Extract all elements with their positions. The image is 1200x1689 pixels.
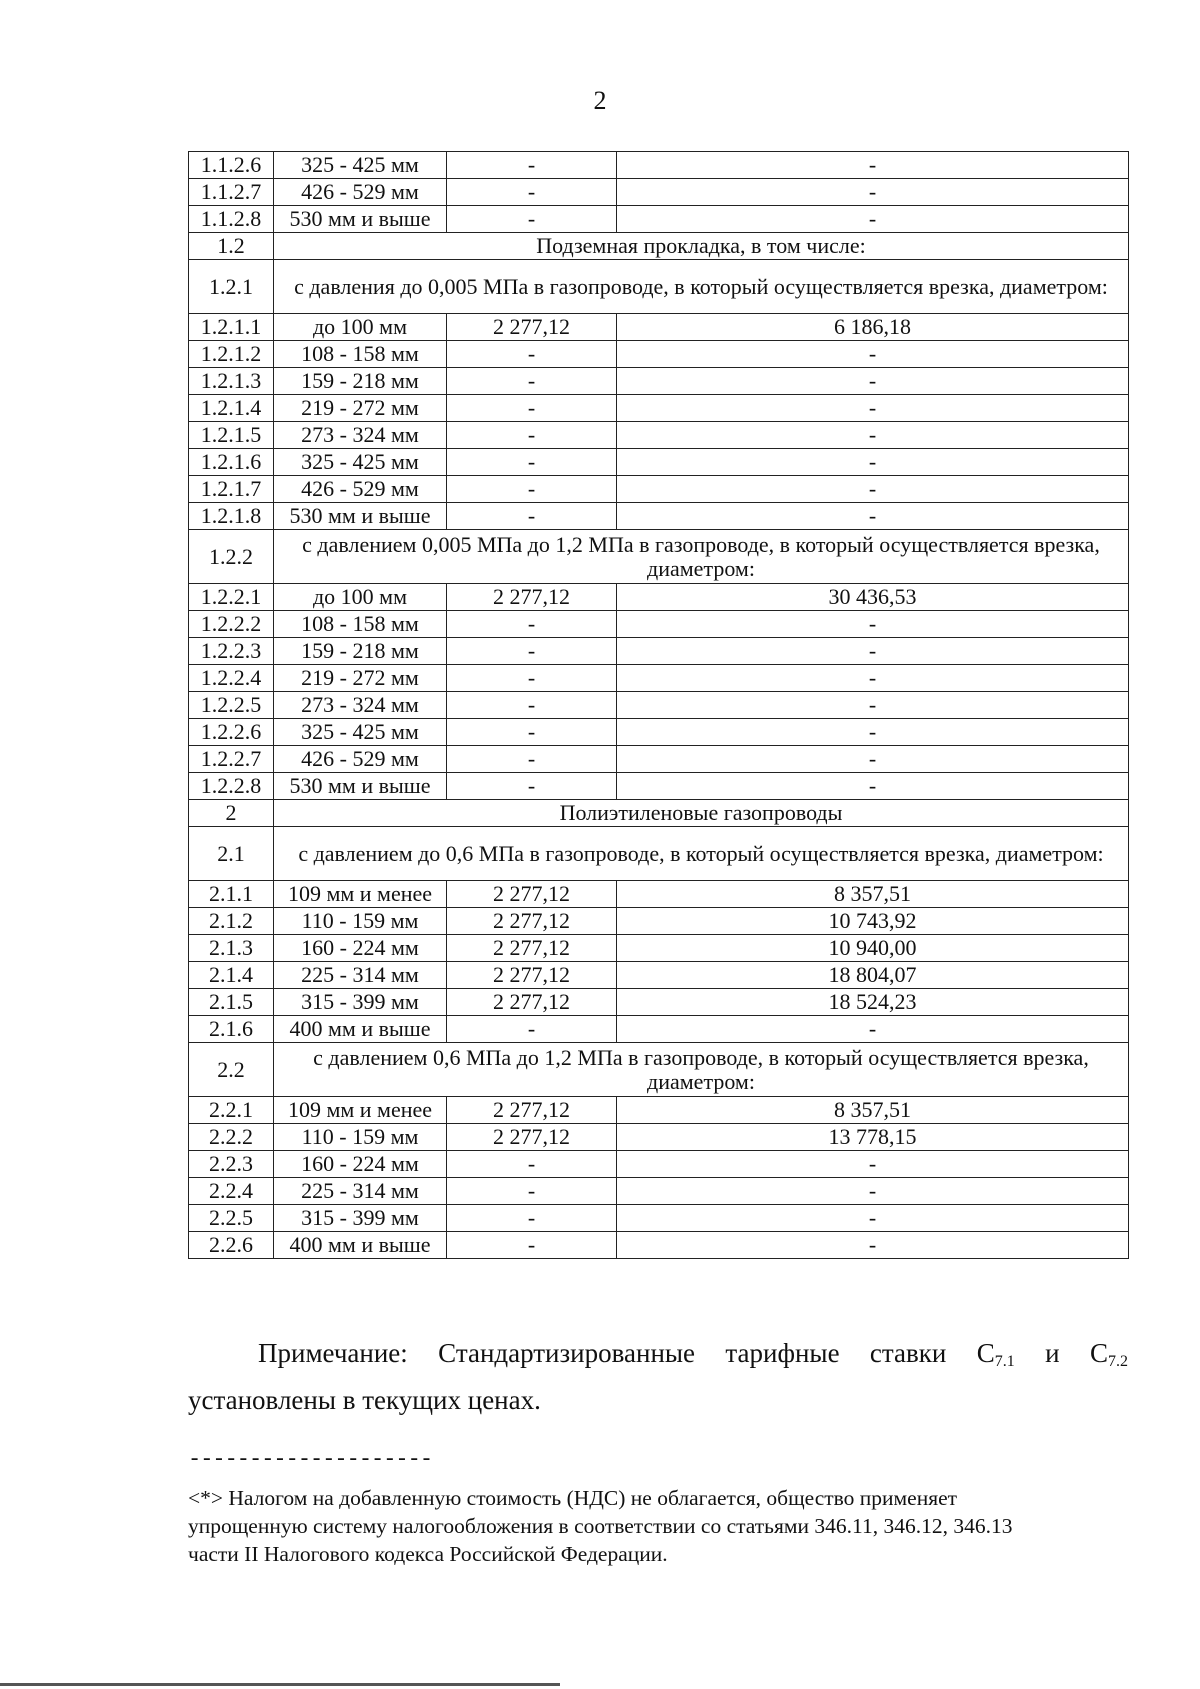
diameter-cell: 160 - 224 мм (274, 1151, 447, 1178)
rate-c72-cell: - (617, 503, 1129, 530)
row-number-cell: 1.2.2.4 (189, 665, 274, 692)
rate-c72-cell: - (617, 719, 1129, 746)
subsection-row (189, 1043, 1129, 1097)
row-number-cell: 1.2.2.8 (189, 773, 274, 800)
rate-c71-cell: 2 277,12 (447, 935, 617, 962)
rate-c71-cell: - (447, 719, 617, 746)
table-row (189, 1016, 1129, 1043)
footnote-line-1: <*> Налогом на добавленную стоимость (НДС) не облагается, общество применяет (188, 1486, 958, 1510)
row-number-cell: 1.2.1.3 (189, 368, 274, 395)
note-mid: и C (1014, 1338, 1108, 1368)
rate-c72-cell: - (617, 692, 1129, 719)
note-sub-1: 7.1 (994, 1353, 1015, 1370)
rate-c71-cell: - (447, 1016, 617, 1043)
diameter-cell: 109 мм и менее (274, 1097, 447, 1124)
diameter-cell: 225 - 314 мм (274, 1178, 447, 1205)
rate-c71-cell: - (447, 368, 617, 395)
table-row (189, 1205, 1129, 1232)
rate-c71-cell: - (447, 1178, 617, 1205)
rate-c71-cell: 2 277,12 (447, 314, 617, 341)
table-row (189, 1232, 1129, 1259)
row-number-cell: 2.2.3 (189, 1151, 274, 1178)
rate-c72-cell: - (617, 206, 1129, 233)
diameter-cell: 400 мм и выше (274, 1232, 447, 1259)
subsection-row (189, 530, 1129, 584)
rate-c71-cell: - (447, 1205, 617, 1232)
subsection-title-cell: с давлением до 0,6 МПа в газопроводе, в который осуществляется врезка, диаметром: (274, 827, 1129, 881)
rate-c71-cell: - (447, 422, 617, 449)
rate-c71-cell: - (447, 449, 617, 476)
diameter-cell: 108 - 158 мм (274, 341, 447, 368)
rate-c71-cell: - (447, 638, 617, 665)
row-number-cell: 2.2.5 (189, 1205, 274, 1232)
section-row (189, 233, 1129, 260)
table-row (189, 179, 1129, 206)
rate-c72-cell: - (617, 422, 1129, 449)
scan-edge-line (0, 1683, 560, 1686)
row-number-cell: 2.1.2 (189, 908, 274, 935)
table-row (189, 746, 1129, 773)
rate-c72-cell: - (617, 179, 1129, 206)
rate-c72-cell: - (617, 1016, 1129, 1043)
table-row (189, 665, 1129, 692)
table-row (189, 1097, 1129, 1124)
row-number-cell: 1.1.2.6 (189, 152, 274, 179)
rate-c72-cell: - (617, 1205, 1129, 1232)
rate-c71-cell: - (447, 503, 617, 530)
diameter-cell: 109 мм и менее (274, 881, 447, 908)
note (188, 1334, 1128, 1419)
row-number-cell: 1.2.1.7 (189, 476, 274, 503)
rate-c71-cell: - (447, 395, 617, 422)
section-row (189, 800, 1129, 827)
diameter-cell: 159 - 218 мм (274, 638, 447, 665)
diameter-cell: 273 - 324 мм (274, 422, 447, 449)
row-number-cell: 1.2.2.2 (189, 611, 274, 638)
row-number-cell: 1.2.1.4 (189, 395, 274, 422)
rate-c72-cell: 18 804,07 (617, 962, 1129, 989)
rate-c72-cell: 30 436,53 (617, 584, 1129, 611)
table-row (189, 773, 1129, 800)
rate-c72-cell: - (617, 611, 1129, 638)
note-sub-2: 7.2 (1108, 1353, 1128, 1370)
note-prefix: Примечание: Стандартизированные тарифные ставки C (258, 1338, 995, 1368)
section-title-cell: Полиэтиленовые газопроводы (274, 800, 1129, 827)
footnote-separator: -------------------- (188, 1447, 433, 1472)
diameter-cell: 530 мм и выше (274, 773, 447, 800)
diameter-cell: 315 - 399 мм (274, 1205, 447, 1232)
subsection-row (189, 260, 1129, 314)
row-number-cell: 1.2.2.7 (189, 746, 274, 773)
table-row (189, 935, 1129, 962)
row-number-cell: 1.2.1.2 (189, 341, 274, 368)
diameter-cell: 325 - 425 мм (274, 449, 447, 476)
row-number-cell: 1.2.1.6 (189, 449, 274, 476)
diameter-cell: 159 - 218 мм (274, 368, 447, 395)
table-row (189, 476, 1129, 503)
diameter-cell: до 100 мм (274, 314, 447, 341)
rate-c71-cell: - (447, 665, 617, 692)
diameter-cell: 325 - 425 мм (274, 719, 447, 746)
table-row (189, 692, 1129, 719)
table-row (189, 152, 1129, 179)
row-number-cell: 2.1.3 (189, 935, 274, 962)
diameter-cell: до 100 мм (274, 584, 447, 611)
rate-c71-cell: - (447, 746, 617, 773)
note-line-2: установлены в текущих ценах. (188, 1385, 541, 1415)
rate-c72-cell: - (617, 449, 1129, 476)
row-number-cell: 1.2.1.1 (189, 314, 274, 341)
rate-c72-cell: 8 357,51 (617, 1097, 1129, 1124)
rate-c72-cell: - (617, 773, 1129, 800)
footnote-line-3: части II Налогового кодекса Российской Федерации. (188, 1542, 668, 1566)
rate-c71-cell: - (447, 341, 617, 368)
diameter-cell: 110 - 159 мм (274, 908, 447, 935)
rate-c71-cell: 2 277,12 (447, 908, 617, 935)
table-row (189, 341, 1129, 368)
row-number-cell: 2 (189, 800, 274, 827)
table-row (189, 422, 1129, 449)
row-number-cell: 1.2.1 (189, 260, 274, 314)
table-row (189, 1124, 1129, 1151)
row-number-cell: 2.2.2 (189, 1124, 274, 1151)
table-row (189, 368, 1129, 395)
row-number-cell: 1.2.2 (189, 530, 274, 584)
diameter-cell: 110 - 159 мм (274, 1124, 447, 1151)
rate-c72-cell: 13 778,15 (617, 1124, 1129, 1151)
rate-c72-cell: 10 743,92 (617, 908, 1129, 935)
diameter-cell: 219 - 272 мм (274, 395, 447, 422)
page-number: 2 (593, 86, 607, 115)
diameter-cell: 160 - 224 мм (274, 935, 447, 962)
table-row (189, 503, 1129, 530)
rate-c72-cell: 8 357,51 (617, 881, 1129, 908)
table-row (189, 395, 1129, 422)
footnote-line-2: упрощенную систему налогообложения в соответствии со статьями 346.11, 346.12, 346.13 (188, 1514, 1013, 1538)
tariff-table-body (189, 152, 1129, 1259)
diameter-cell: 108 - 158 мм (274, 611, 447, 638)
tariff-table (188, 151, 1129, 1259)
section-title-cell: Подземная прокладка, в том числе: (274, 233, 1129, 260)
rate-c72-cell: - (617, 665, 1129, 692)
row-number-cell: 2.2.1 (189, 1097, 274, 1124)
diameter-cell: 325 - 425 мм (274, 152, 447, 179)
rate-c72-cell: 6 186,18 (617, 314, 1129, 341)
row-number-cell: 2.1 (189, 827, 274, 881)
diameter-cell: 426 - 529 мм (274, 476, 447, 503)
rate-c72-cell: - (617, 1151, 1129, 1178)
diameter-cell: 273 - 324 мм (274, 692, 447, 719)
subsection-row (189, 827, 1129, 881)
row-number-cell: 1.1.2.7 (189, 179, 274, 206)
rate-c72-cell: 10 940,00 (617, 935, 1129, 962)
row-number-cell: 1.2.2.6 (189, 719, 274, 746)
rate-c71-cell: 2 277,12 (447, 962, 617, 989)
table-row (189, 1178, 1129, 1205)
rate-c72-cell: - (617, 746, 1129, 773)
diameter-cell: 530 мм и выше (274, 206, 447, 233)
rate-c71-cell: 2 277,12 (447, 1097, 617, 1124)
row-number-cell: 1.2.2.5 (189, 692, 274, 719)
rate-c72-cell: - (617, 638, 1129, 665)
diameter-cell: 400 мм и выше (274, 1016, 447, 1043)
rate-c71-cell: 2 277,12 (447, 989, 617, 1016)
table-row (189, 206, 1129, 233)
row-number-cell: 1.2.1.8 (189, 503, 274, 530)
table-row (189, 719, 1129, 746)
rate-c71-cell: 2 277,12 (447, 1124, 617, 1151)
table-row (189, 584, 1129, 611)
rate-c71-cell: 2 277,12 (447, 584, 617, 611)
diameter-cell: 530 мм и выше (274, 503, 447, 530)
diameter-cell: 426 - 529 мм (274, 746, 447, 773)
table-row (189, 908, 1129, 935)
diameter-cell: 315 - 399 мм (274, 989, 447, 1016)
rate-c71-cell: - (447, 1151, 617, 1178)
table-row (189, 1151, 1129, 1178)
rate-c72-cell: - (617, 1232, 1129, 1259)
rate-c72-cell: - (617, 1178, 1129, 1205)
diameter-cell: 219 - 272 мм (274, 665, 447, 692)
rate-c71-cell: - (447, 152, 617, 179)
row-number-cell: 1.2.1.5 (189, 422, 274, 449)
rate-c72-cell: - (617, 152, 1129, 179)
rate-c71-cell: - (447, 611, 617, 638)
rate-c72-cell: - (617, 341, 1129, 368)
row-number-cell: 2.2 (189, 1043, 274, 1097)
diameter-cell: 225 - 314 мм (274, 962, 447, 989)
row-number-cell: 2.1.4 (189, 962, 274, 989)
subsection-title-cell: с давлением 0,6 МПа до 1,2 МПа в газопроводе, в который осуществляется врезка, диаметром: (274, 1043, 1129, 1097)
table-row (189, 314, 1129, 341)
table-row (189, 989, 1129, 1016)
table-row (189, 962, 1129, 989)
rate-c72-cell: 18 524,23 (617, 989, 1129, 1016)
rate-c71-cell: - (447, 773, 617, 800)
diameter-cell: 426 - 529 мм (274, 179, 447, 206)
row-number-cell: 1.2.2.3 (189, 638, 274, 665)
table-row (189, 881, 1129, 908)
subsection-title-cell: с давлением 0,005 МПа до 1,2 МПа в газопроводе, в который осуществляется врезка, диаметром: (274, 530, 1129, 584)
subsection-title-cell: с давления до 0,005 МПа в газопроводе, в который осуществляется врезка, диаметром: (274, 260, 1129, 314)
rate-c71-cell: - (447, 206, 617, 233)
row-number-cell: 2.1.1 (189, 881, 274, 908)
row-number-cell: 1.1.2.8 (189, 206, 274, 233)
rate-c71-cell: 2 277,12 (447, 881, 617, 908)
table-row (189, 611, 1129, 638)
rate-c71-cell: - (447, 179, 617, 206)
row-number-cell: 2.1.5 (189, 989, 274, 1016)
row-number-cell: 2.2.6 (189, 1232, 274, 1259)
rate-c71-cell: - (447, 692, 617, 719)
row-number-cell: 2.2.4 (189, 1178, 274, 1205)
note-line-1 (188, 1334, 1128, 1381)
rate-c71-cell: - (447, 476, 617, 503)
rate-c72-cell: - (617, 476, 1129, 503)
row-number-cell: 1.2 (189, 233, 274, 260)
table-row (189, 638, 1129, 665)
rate-c71-cell: - (447, 1232, 617, 1259)
rate-c72-cell: - (617, 395, 1129, 422)
table-row (189, 449, 1129, 476)
row-number-cell: 1.2.2.1 (189, 584, 274, 611)
row-number-cell: 2.1.6 (189, 1016, 274, 1043)
rate-c72-cell: - (617, 368, 1129, 395)
footnote (188, 1484, 1128, 1568)
